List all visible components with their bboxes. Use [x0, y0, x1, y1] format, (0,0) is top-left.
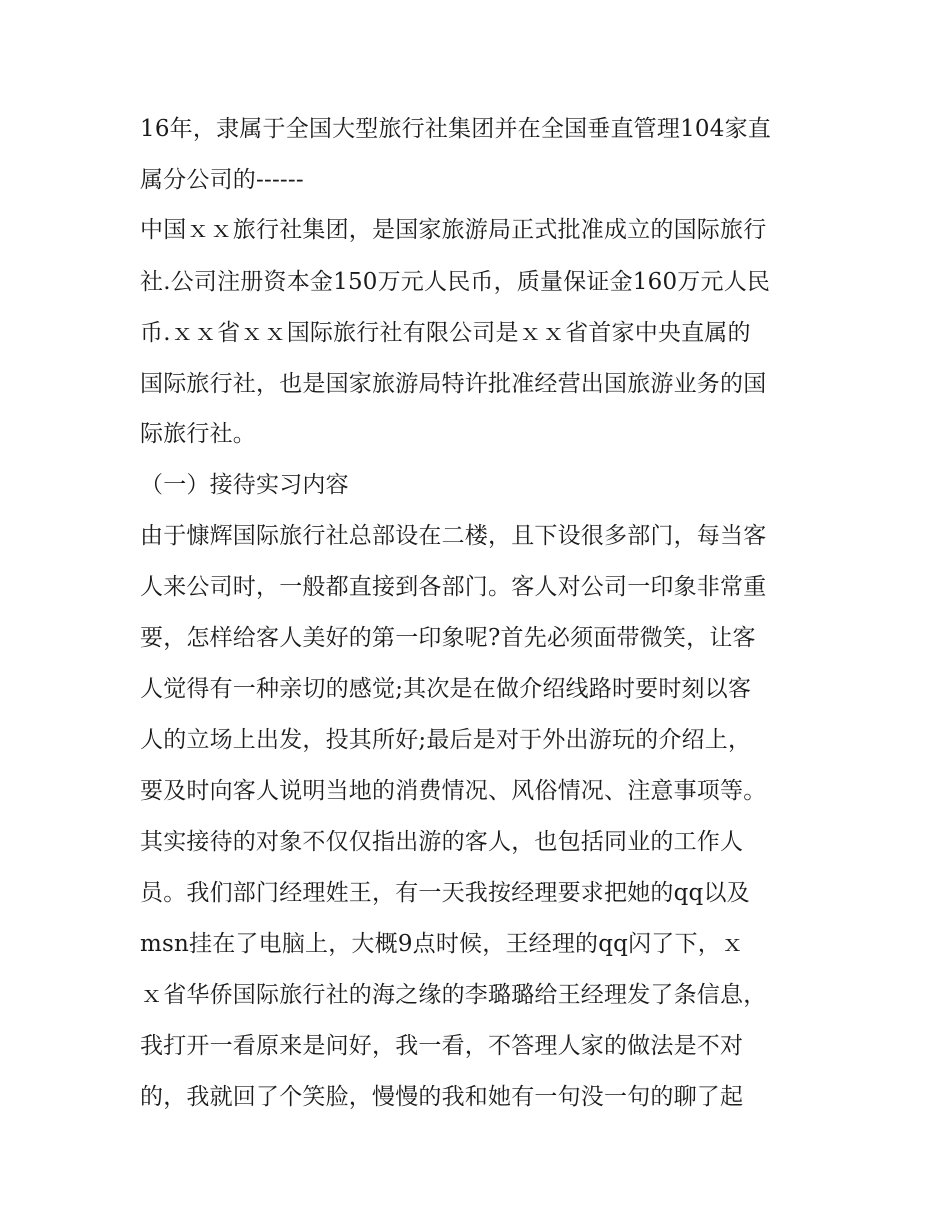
text-line: 要，怎样给客人美好的第一印象呢?首先必须面带微笑，让客 [140, 625, 756, 651]
text-line: 社.公司注册资本金150万元人民币，质量保证金160万元人民 [140, 269, 771, 295]
text-line: 由于慷辉国际旅行社总部设在二楼，且下设很多部门，每当客 [140, 523, 767, 549]
text-line: 的，我就回了个笑脸，慢慢的我和她有一句没一句的聊了起 [140, 1084, 744, 1110]
text-line: 人觉得有一种亲切的感觉;其次是在做介绍线路时要时刻以客 [140, 676, 752, 702]
text-line: 属分公司的------ [140, 167, 304, 193]
text-line: 人的立场上出发，投其所好;最后是对于外出游玩的介绍上， [140, 727, 752, 753]
text-line: 员。我们部门经理姓王，有一天我按经理要求把她的qq以及 [140, 880, 750, 906]
text-line: 要及时向客人说明当地的消费情况、风俗情况、注意事项等。 [140, 778, 767, 804]
section-heading: （一）接待实习内容 [140, 472, 349, 498]
text-line: msn挂在了电脑上，大概9点时候，王经理的qq闪了下，ｘ [140, 931, 745, 957]
text-line: ｘ省华侨国际旅行社的海之缘的李璐璐给王经理发了条信息， [140, 982, 767, 1008]
text-line: 中国ｘｘ旅行社集团，是国家旅游局正式批准成立的国际旅行 [140, 217, 767, 243]
text-line: 国际旅行社，也是国家旅游局特许批准经营出国旅游业务的国 [140, 371, 767, 397]
text-line: 其实接待的对象不仅仅指出游的客人，也包括同业的工作人 [140, 829, 744, 855]
text-line: 人来公司时，一般都直接到各部门。客人对公司一印象非常重 [140, 574, 767, 600]
text-line: 际旅行社。 [140, 421, 256, 447]
text-line: 我打开一看原来是问好，我一看，不答理人家的做法是不对 [140, 1033, 744, 1059]
text-line: 币.ｘｘ省ｘｘ国际旅行社有限公司是ｘｘ省首家中央直属的 [140, 320, 751, 346]
text-line: 16年，隶属于全国大型旅行社集团并在全国垂直管理104家直 [140, 116, 771, 142]
